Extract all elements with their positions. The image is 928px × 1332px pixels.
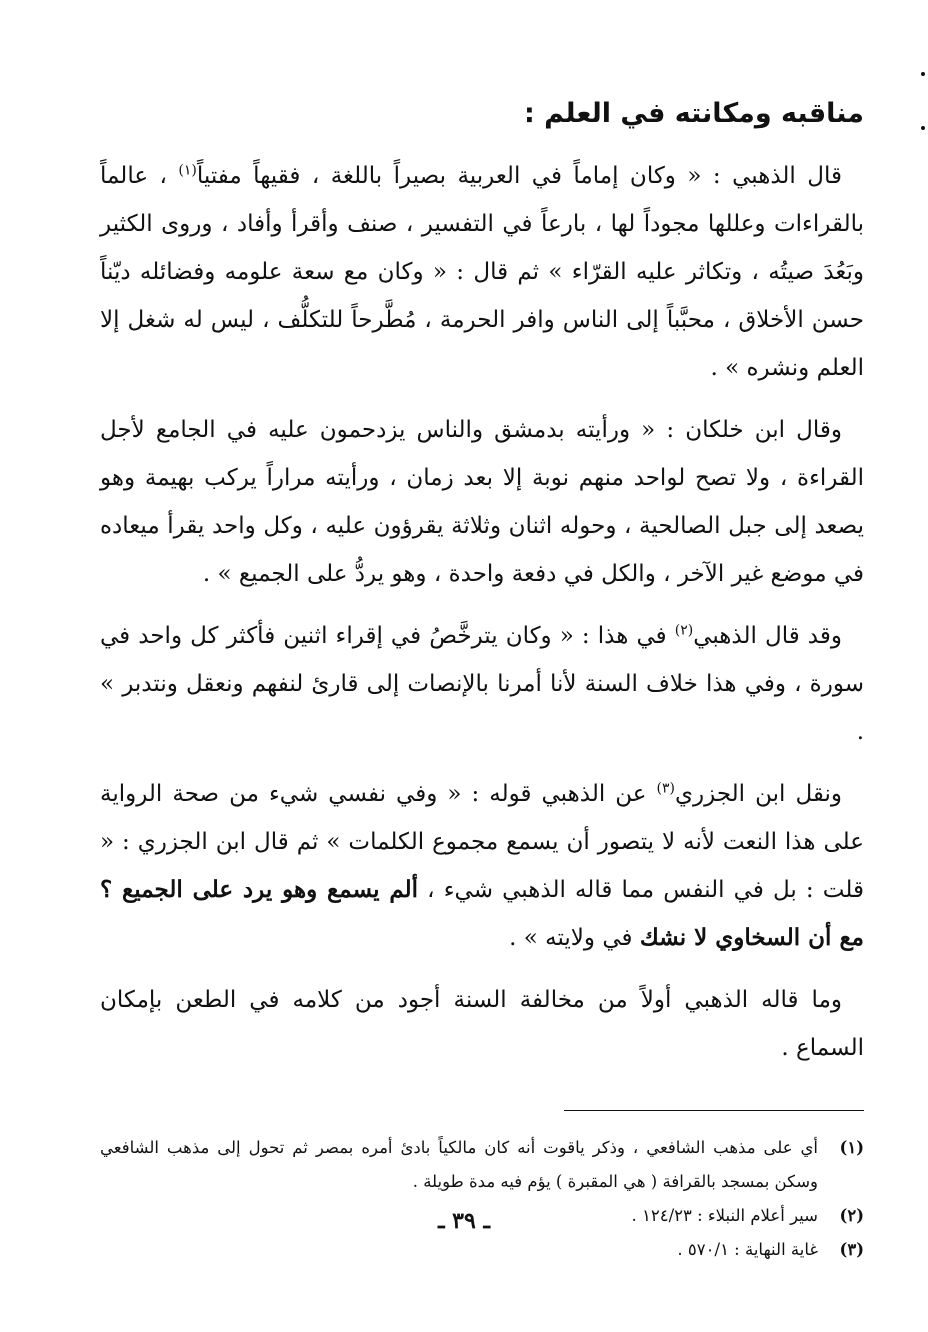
footnote-divider (564, 1110, 864, 1111)
paragraph-text: وقد قال الذهبي (693, 623, 842, 649)
footnote-number: (٢) (839, 1206, 864, 1225)
paragraph-text: قال الذهبي : « وكان إماماً في العربية بصيراً باللغة ، فقيهاً مفتياً (196, 163, 842, 189)
footnote-number: (١) (839, 1138, 864, 1157)
document-page (100, 92, 864, 1267)
paragraph-conclusion (100, 976, 864, 1072)
paragraph-text: عن الذهبي قوله : « وفي نفسي شيء من صحة الرواية على هذا النعت لأنه لا يتصور أن يسمع مجموع الكلمات » ثم قال ابن الجزري : « قلت : بل في النفس مما قاله الذهبي شيء ، (100, 781, 864, 903)
paragraph-dhahabi-remark (100, 612, 864, 756)
margin-speck-top (921, 72, 925, 76)
paragraph-text: ونقل ابن الجزري (675, 781, 843, 807)
paragraph-text: في ولايته » . (509, 925, 640, 951)
paragraph-ibn-jazari (100, 770, 864, 962)
footnote-text: سير أعلام النبلاء : ١٢٤/٢٣ . (631, 1206, 818, 1225)
paragraph-text: ، عالماً بالقراءات وعللها مجوداً لها ، بارعاً في التفسير ، صنف وأقرأ وأفاد ، وروى الكثير وبَعُدَ صيتُه ، وتكاثر عليه القرّاء » ثم قال : « وكان مع سعة علومه وفضائله ديّناً حسن الأخلاق ، محبَّباً إلى الناس وافر الحرمة ، مُطَّرحاً للتكلُّف ، ليس له شغل إلا العلم ونشره » . (100, 163, 864, 381)
footnote-ref-2[interactable]: (٢) (674, 622, 694, 639)
section-heading: مناقبه ومكانته في العلم : (523, 98, 864, 129)
footnote-1 (100, 1131, 864, 1199)
footnote-number: (٣) (839, 1240, 864, 1259)
paragraph-text: وما قاله الذهبي أولاً من مخالفة السنة أجود من كلامه في الطعن بإمكان السماع . (100, 987, 864, 1061)
footnote-ref-1[interactable]: (١) (178, 162, 197, 179)
page-number: ـ ٣٩ ـ (438, 1208, 490, 1234)
paragraph-text: في هذا : « وكان يترخَّصُ في إقراء اثنين فأكثر كل واحد في سورة ، وفي هذا خلاف السنة لأنا أمرنا بالإنصات إلى قارئ لنفهم ونعقل ونتدبر » . (100, 623, 864, 745)
margin-speck-middle (921, 126, 925, 130)
paragraph-bold-text: ألم يسمع وهو يرد على الجميع ؟ مع أن السخاوي لا نشك (100, 876, 864, 951)
paragraph-ibn-khallikan (100, 406, 864, 598)
paragraph-dhahabi-praise (100, 152, 864, 392)
footnote-ref-3[interactable]: (٣) (656, 780, 676, 797)
footnote-text: غاية النهاية : ٥٧٠/١ . (677, 1240, 818, 1259)
footnote-3 (100, 1233, 864, 1267)
footnote-text: أي على مذهب الشافعي ، وذكر ياقوت أنه كان مالكياً بادئ أمره بمصر ثم تحول إلى مذهب الشافعي وسكن بمسجد بالقرافة ( هي المقبرة ) يؤم فيه مدة طويلة . (100, 1138, 818, 1191)
paragraph-text: وقال ابن خلكان : « ورأيته بدمشق والناس يزدحمون عليه في الجامع لأجل القراءة ، ولا تصح لواحد منهم نوبة إلا بعد زمان ، ورأيته مراراً يركب بهيمة وهو يصعد إلى جبل الصالحية ، وحوله اثنان وثلاثة يقرؤون عليه ، وكل واحد يقرأ ميعاده في موضع غير الآخر ، والكل في دفعة واحدة ، وهو يردُّ على الجميع » . (100, 417, 864, 587)
